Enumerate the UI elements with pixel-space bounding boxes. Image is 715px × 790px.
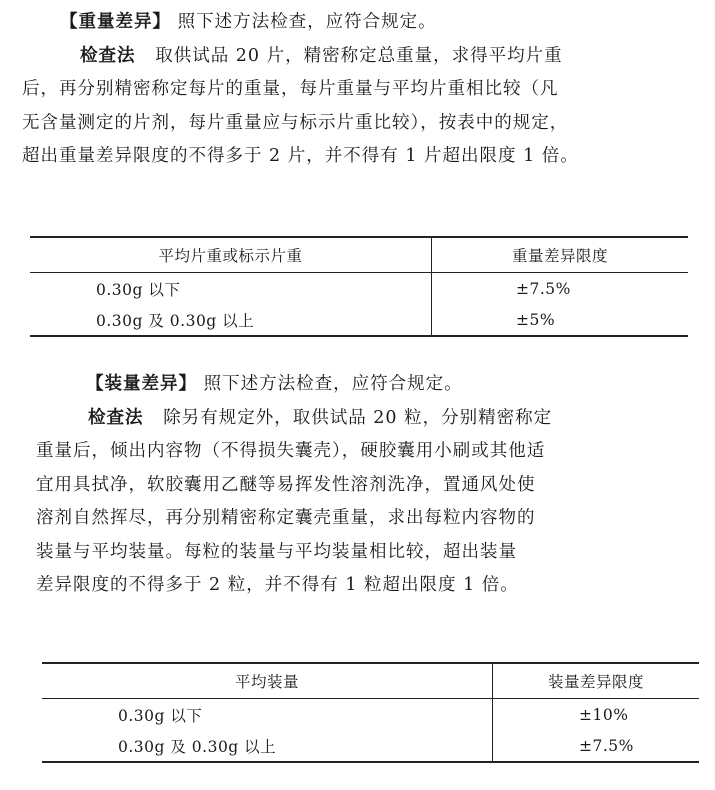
section2-heading: 【装量差异】 — [86, 374, 197, 394]
section1-intro: 照下述方法检查，应符合规定。 — [177, 12, 437, 32]
table1-header-avg-weight: 平均片重或标示片重 — [30, 237, 432, 273]
section-fill-variation — [0, 368, 715, 603]
table2-cell: 0.30g 及 0.30g 以上 — [42, 730, 493, 762]
fill-variation-table — [42, 662, 699, 763]
section-weight-variation — [0, 6, 715, 174]
table1-header-limit: 重量差异限度 — [511, 247, 608, 265]
table-row — [42, 699, 699, 731]
section1-method-line — [0, 40, 715, 74]
table-row — [42, 730, 699, 762]
section1-heading-line — [0, 6, 715, 40]
section1-line2: 后，再分别精密称定每片的重量，每片重量与平均片重相比较（凡 — [22, 79, 559, 99]
section2-line3: 宜用具拭净，软胶囊用乙醚等易挥发性溶剂洗净，置通风处使 — [36, 474, 536, 495]
section2-line1: 除另有规定外，取供试品 20 粒，分别精密称定 — [163, 407, 553, 428]
table2-cell: ±10% — [579, 705, 629, 724]
table1-cell: ±7.5% — [516, 279, 571, 298]
table-header-row — [30, 237, 688, 273]
table1-cell: ±5% — [516, 310, 556, 329]
table1-cell: 0.30g 及 0.30g 以上 — [30, 304, 432, 336]
table-row — [30, 304, 688, 336]
section2-line4: 溶剂自然挥尽，再分别精密称定囊壳重量，求出每粒内容物的 — [36, 508, 536, 528]
table1-cell: 0.30g 以下 — [30, 273, 432, 305]
table-header-row — [42, 663, 699, 699]
section2-heading-line — [0, 368, 715, 402]
table2-header-avg-fill: 平均装量 — [42, 663, 493, 699]
weight-variation-table — [30, 236, 688, 337]
section1-method-label: 检查法 — [80, 45, 136, 66]
table2-cell: 0.30g 以下 — [42, 699, 493, 731]
section2-line2: 重量后，倾出内容物（不得损失囊壳），硬胶囊用小刷或其他适 — [36, 441, 546, 461]
section2-method-line — [0, 402, 715, 436]
section1-line4: 超出重量差异限度的不得多于 2 片，并不得有 1 片超出限度 1 倍。 — [22, 146, 579, 166]
table2-header-limit: 装量差异限度 — [547, 673, 644, 691]
table2-cell: ±7.5% — [579, 736, 634, 755]
section1-line1: 取供试品 20 片，精密称定总重量，求得平均片重 — [155, 45, 563, 66]
section2-line5: 装量与平均装量。每粒的装量与平均装量相比较，超出装量 — [36, 541, 517, 562]
section1-heading: 【重量差异】 — [60, 12, 171, 32]
section2-line6: 差异限度的不得多于 2 粒，并不得有 1 粒超出限度 1 倍。 — [36, 575, 519, 595]
section2-method-label: 检查法 — [88, 407, 144, 428]
section2-intro: 照下述方法检查，应符合规定。 — [203, 374, 463, 394]
table-row — [30, 273, 688, 305]
section1-line3: 无含量测定的片剂，每片重量应与标示片重比较），按表中的规定， — [22, 112, 569, 133]
